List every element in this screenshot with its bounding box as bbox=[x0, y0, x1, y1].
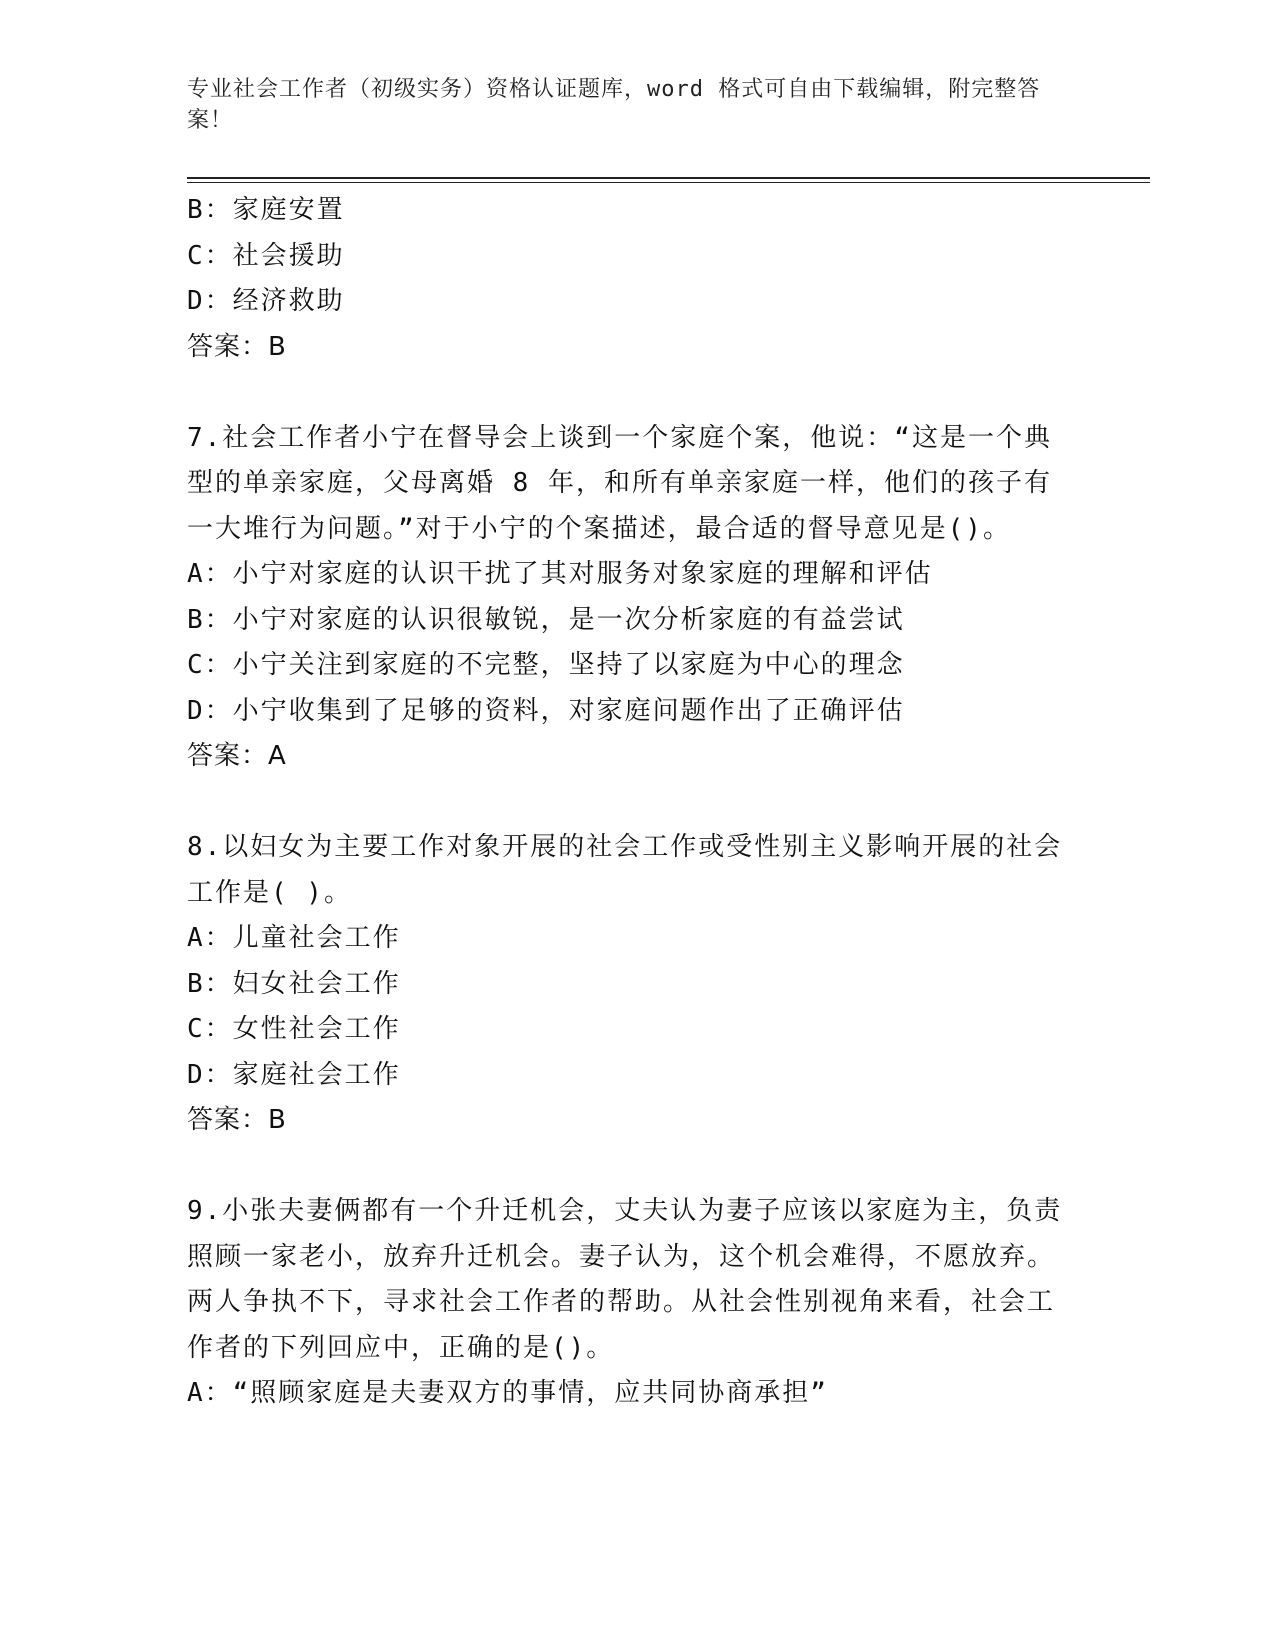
option-item: C：小宁关注到家庭的不完整，坚持了以家庭为中心的理念 bbox=[187, 650, 905, 680]
option-item: C：社会援助 bbox=[187, 240, 345, 271]
answer-line: 答案：B bbox=[187, 331, 287, 362]
option-item: D：家庭社会工作 bbox=[187, 1059, 401, 1090]
spacer bbox=[187, 1144, 1067, 1190]
option-item: C：女性社会工作 bbox=[187, 1014, 401, 1044]
option-item: A：小宁对家庭的认识干扰了其对服务对象家庭的理解和评估 bbox=[187, 559, 933, 589]
option-item: D：小宁收集到了足够的资料，对家庭问题作出了正确评估 bbox=[187, 695, 905, 726]
option-item: A：“照顾家庭是夫妻双方的事情，应共同协商承担” bbox=[187, 1378, 828, 1408]
spacer bbox=[187, 780, 1067, 826]
question-8-text: 8.以妇女为主要工作对象开展的社会工作或受性别主义影响开展的社会工作是( )。 bbox=[187, 832, 1063, 908]
option-item: A：儿童社会工作 bbox=[187, 923, 401, 953]
option-item: B：小宁对家庭的认识很敏锐，是一次分析家庭的有益尝试 bbox=[187, 604, 905, 635]
header-divider bbox=[187, 177, 1150, 179]
question-content bbox=[187, 188, 1067, 1417]
answer-line: 答案：B bbox=[187, 1105, 287, 1135]
option-item: B：妇女社会工作 bbox=[187, 968, 401, 999]
option-item: B：家庭安置 bbox=[187, 195, 345, 225]
document-header: 专业社会工作者（初级实务）资格认证题库，word 格式可自由下载编辑，附完整答案！ bbox=[187, 77, 1041, 133]
question-9-text: 9.小张夫妻俩都有一个升迁机会，丈夫认为妻子应该以家庭为主，负责照顾一家老小，放弃升迁机会。妻子认为，这个机会难得，不愿放弃。两人争执不下，寻求社会工作者的帮助。从社会性别视角来看，社会工作者的下列回应中，正确的是()。 bbox=[187, 1196, 1063, 1363]
question-7-text: 7.社会工作者小宁在督导会上谈到一个家庭个案，他说：“这是一个典型的单亲家庭，父母离婚 8 年，和所有单亲家庭一样，他们的孩子有一大堆行为问题。”对于小宁的个案描述，最合适的督导意见是()。 bbox=[187, 422, 1052, 544]
header-divider-thin bbox=[187, 182, 1150, 183]
answer-line: 答案：A bbox=[187, 741, 287, 771]
option-item: D：经济救助 bbox=[187, 286, 345, 316]
spacer bbox=[187, 370, 1067, 416]
